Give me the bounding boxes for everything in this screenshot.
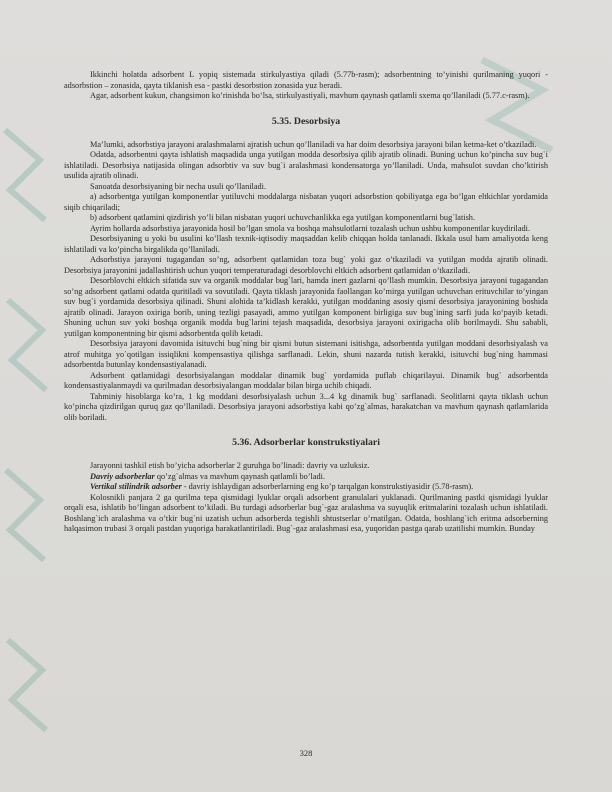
paragraph: Jarayonni tashkil etish bo’yicha adsorberlar 2 guruhga bo’linadi: davriy va uzluksiz.	[90, 461, 370, 470]
definition-paragraph	[64, 472, 548, 483]
document-body	[64, 70, 548, 535]
term-davriy-adsorberlar: Davriy adsorberlar	[90, 471, 155, 481]
definition-text: - davriy ishlaydigan adsorberlarning eng ko’p tarqalgan konstrukstiyasidir (5.78-rasm).	[181, 482, 474, 491]
paragraph: Desorbsiya jarayoni davomida isituvchi bug`ning bir qismi butun sistemani isitishga, adsorbentda yutilgan moddani desorbsiyalash va atrof muhitga yo`qotilgan issiqlikni kompensastiya qilishga sarflanadi. Lekin, shuni nazarda tutish kerakki, isituvchi bug`ning hammasi adsorbentda butunlay kondensastiyalanadi.	[64, 339, 548, 369]
paragraph: Desorblovchi eltkich sifatida suv va organik moddalar bug`lari, hamda inert gazlarni qo’llash mumkin. Desorbsiya jarayoni tugagandan so’ng adsorbent qatlami odatda quritiladi va sovutiladi. Qayta tiklash jarayonida faollangan ko’mirga yutilgan uchuvchan erituvchilar to’yingan suv bug`i yordamida desorbsiya qilinadi. Shuni alohida ta’kidlash kerakki, yutilgan moddaning asosiy qismi desorbsiya jarayonining boshida ajratib olinadi. Jarayon oxiriga borib, uning tezligi pasayadi, ammo yutilgan komponent birligiga suv bug`ining sarfi juda ko‘payib ketadi. Shuning uchun suv yoki boshqa organik modda bug`larini tejash maqsadida, desorbsiya jarayoni oxirigacha olib borilmaydi. Shu sababli, yutilgan komponentning bir qismi adsorbentda qolib ketadi.	[64, 276, 548, 338]
paragraph: Adsorbent qatlamidagi desorbsiyalangan moddalar dinamik bug` yordamida puflab chiqarilayui. Dinamik bug` adsorbentda kondensastiyalanmaydi va qurilmadan desorbsiyalangan moddalar bilan birga uchib chiqadi.	[64, 370, 548, 390]
section-title-adsorberlar: 5.36. Adsorberlar konstrukstiyalari	[232, 437, 380, 448]
paragraph: a) adsorbentga yutilgan komponentlar yutiluvchi moddalarga nisbatan yuqori adsorbstion qobiliyatga ega bo’lgan eltkichlar yordamida siqib chiqariladi;	[64, 192, 548, 212]
paragraph: Adsorbstiya jarayoni tugagandan so’ng, adsorbent qatlamidan toza bug` yoki gaz o’tkaziladi va yutilgan modda ajratib olinadi. Desorbsiya jarayonini jadallashtirish uchun yuqori temperaturadagi desorblovchi eltkich adsorbent qatlamidan o’tkaziladi.	[64, 255, 548, 275]
paragraph: b) adsorbent qatlamini qizdirish yo’li bilan nisbatan yuqori uchuvchanlikka ega yutilgan komponentlarni bug`latish.	[90, 213, 476, 222]
paragraph: Agar, adsorbent kukun, changsimon ko’rinishda bo‘lsa, stirkulyastiyali, mavhum qaynash qatlamli sxema qo’llaniladi (5.77.c-rasm).	[90, 91, 530, 100]
paragraph: Odatda, adsorbentni qayta ishlatish maqsadida unga yutilgan modda desorbsiya qilib ajratib olinadi. Buning uchun ko’pincha suv bug`i ishlatiladi. Desorbsiya natijasida olingan adsorbtiv va suv bug`i aralashmasi kondensatorga yo’llaniladi. Unda, mahsulot suvdan cho’ktirish usulida ajratib olinadi.	[64, 150, 548, 180]
page-number: 328	[299, 748, 313, 758]
paragraph: Desorbsiyaning u yoki bu usulini ko’llash texnik-iqtisodiy maqsaddan kelib chiqqan holda tanlanadi. Ikkala usul ham amaliyotda keng ishlatiladi va ko’pincha birgalikda qo’llaniladi.	[64, 234, 548, 254]
term-vertikal-adsorber: Vertikal stilindrik adsorber	[90, 482, 182, 491]
definition-text: qo’zg`almas va mavhum qaynash qatlamli bo’ladi.	[154, 471, 326, 481]
paragraph: Tahminiy hisoblarga ko’ra, 1 kg moddani desorbsiyalash uchun 3...4 kg dinamik bug` sarflanadi. Seolitlarni qayta tiklash uchun ko’pincha qizdirilgan quruq gaz qo’llaniladi. Desorbsiya jarayoni adsorbstiya kabi qo’zg`almas, harakatchan va mavhum qaynash qatlamlarida olib boriladi.	[64, 391, 548, 422]
paragraph: Kolosnikli panjara 2 ga qurilma tepa qismidagi lyuklar orqali adsorbent granulalari yuklanadi. Qurilmaning pastki qismidagi lyuklar orqali esa, ishlatib bo’lingan adsorbent to’kiladi. Bu turdagi adsorberlar bug`-gaz aralashma va suyuqlik eritmalarini tozalash uchun ishlatiladi. Boshlang`ich aralashma va o’tkir bug`ni uzatish uchun adsorberda tegishli shtustserlar o’rnatilgan. Odatda, boshlang`ich eritma adsorberning halqasimon trubasi 3 orqali pastdan yuqoriga harakatlantiriladi. Bug`-gaz aralashmasi esa, yuqoridan pastga qarab uzatilishi mumkin. Bunday	[64, 492, 548, 533]
paragraph: Ikkinchi holatda adsorbent L yopiq sistemada stirkulyastiya qiladi (5.77b-rasm); adsorbentning to’yinishi qurilmaning yuqori - adsorbstion – zonasida, qayta tiklanish esa - pastki desorbstion zonasida yuz beradi.	[64, 70, 548, 90]
paragraph: Sanoatda desorbsiyaning bir necha usuli qo’llaniladi.	[90, 181, 267, 191]
section-title-desorbsiya: 5.35. Desorbsiya	[271, 115, 341, 127]
definition-paragraph	[64, 482, 548, 493]
paragraph: Ayrim hollarda adsorbstiya jarayonida hosil bo’lgan smola va boshqa mahsulotlarni tozalash uchun ushbu komponentlar kuydiriladi.	[90, 223, 531, 233]
watermark-left	[0, 0, 70, 792]
paragraph: Ma’lumki, adsorbstiya jarayoni aralashmalarni ajratish uchun qo’llaniladi va har doim desorbsiya jarayoni bilan ketma-ket o’tkaziladi.	[90, 139, 537, 149]
